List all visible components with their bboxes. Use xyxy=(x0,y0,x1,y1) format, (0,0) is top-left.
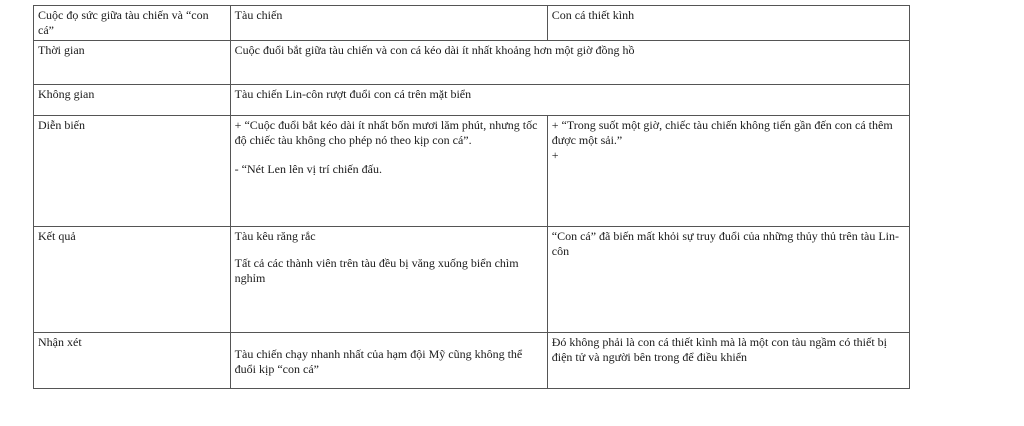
result-warship-text-1: Tàu kêu răng rắc xyxy=(234,229,316,243)
development-warship-cell xyxy=(230,116,547,227)
row-label-comment: Nhận xét xyxy=(34,333,231,389)
row-label-space: Không gian xyxy=(34,85,231,116)
comparison-table xyxy=(33,5,910,389)
result-warship-cell xyxy=(230,227,547,333)
header-cell-contest: Cuộc đọ sức giữa tàu chiến và “con cá” xyxy=(34,6,231,41)
table-row-comment xyxy=(34,333,910,389)
table-row-space xyxy=(34,85,910,116)
table-row-result xyxy=(34,227,910,333)
row-label-development: Diễn biến xyxy=(34,116,231,227)
development-warship-text-2: - “Nét Len lên vị trí chiến đấu. xyxy=(234,162,382,176)
table-header-row xyxy=(34,6,910,41)
space-description: Tàu chiến Lin-côn rượt đuổi con cá trên mặt biển xyxy=(230,85,909,116)
development-whale-text-2: + xyxy=(551,148,559,162)
row-label-result: Kết quả xyxy=(34,227,231,333)
table-row-time xyxy=(34,41,910,85)
comment-warship-cell xyxy=(230,333,547,389)
header-cell-whale: Con cá thiết kình xyxy=(547,6,909,41)
result-warship-text-2: Tất cả các thành viên trên tàu đều bị văng xuống biển chìm nghỉm xyxy=(234,256,519,285)
row-label-time: Thời gian xyxy=(34,41,231,85)
comment-whale-cell: Đó không phải là con cá thiết kình mà là một con tàu ngầm có thiết bị điện tử và người bên trong để điều khiển xyxy=(547,333,909,389)
time-description: Cuộc đuổi bắt giữa tàu chiến và con cá kéo dài ít nhất khoảng hơn một giờ đồng hồ xyxy=(230,41,909,85)
development-warship-text-1: + “Cuộc đuổi bắt kéo dài ít nhất bốn mươi lăm phút, nhưng tốc độ chiếc tàu không cho phép nó theo kịp con cá”. xyxy=(234,118,538,147)
comment-warship-text: Tàu chiến chạy nhanh nhất của hạm đội Mỹ cũng không thể đuổi kịp “con cá” xyxy=(234,347,523,376)
table-row-development xyxy=(34,116,910,227)
development-whale-cell xyxy=(547,116,909,227)
header-cell-warship: Tàu chiến xyxy=(230,6,547,41)
result-whale-cell: “Con cá” đã biến mất khỏi sự truy đuổi của những thủy thủ trên tàu Lin-côn xyxy=(547,227,909,333)
development-whale-text-1: + “Trong suốt một giờ, chiếc tàu chiến không tiến gần đến con cá thêm được một sải.” xyxy=(551,118,893,147)
